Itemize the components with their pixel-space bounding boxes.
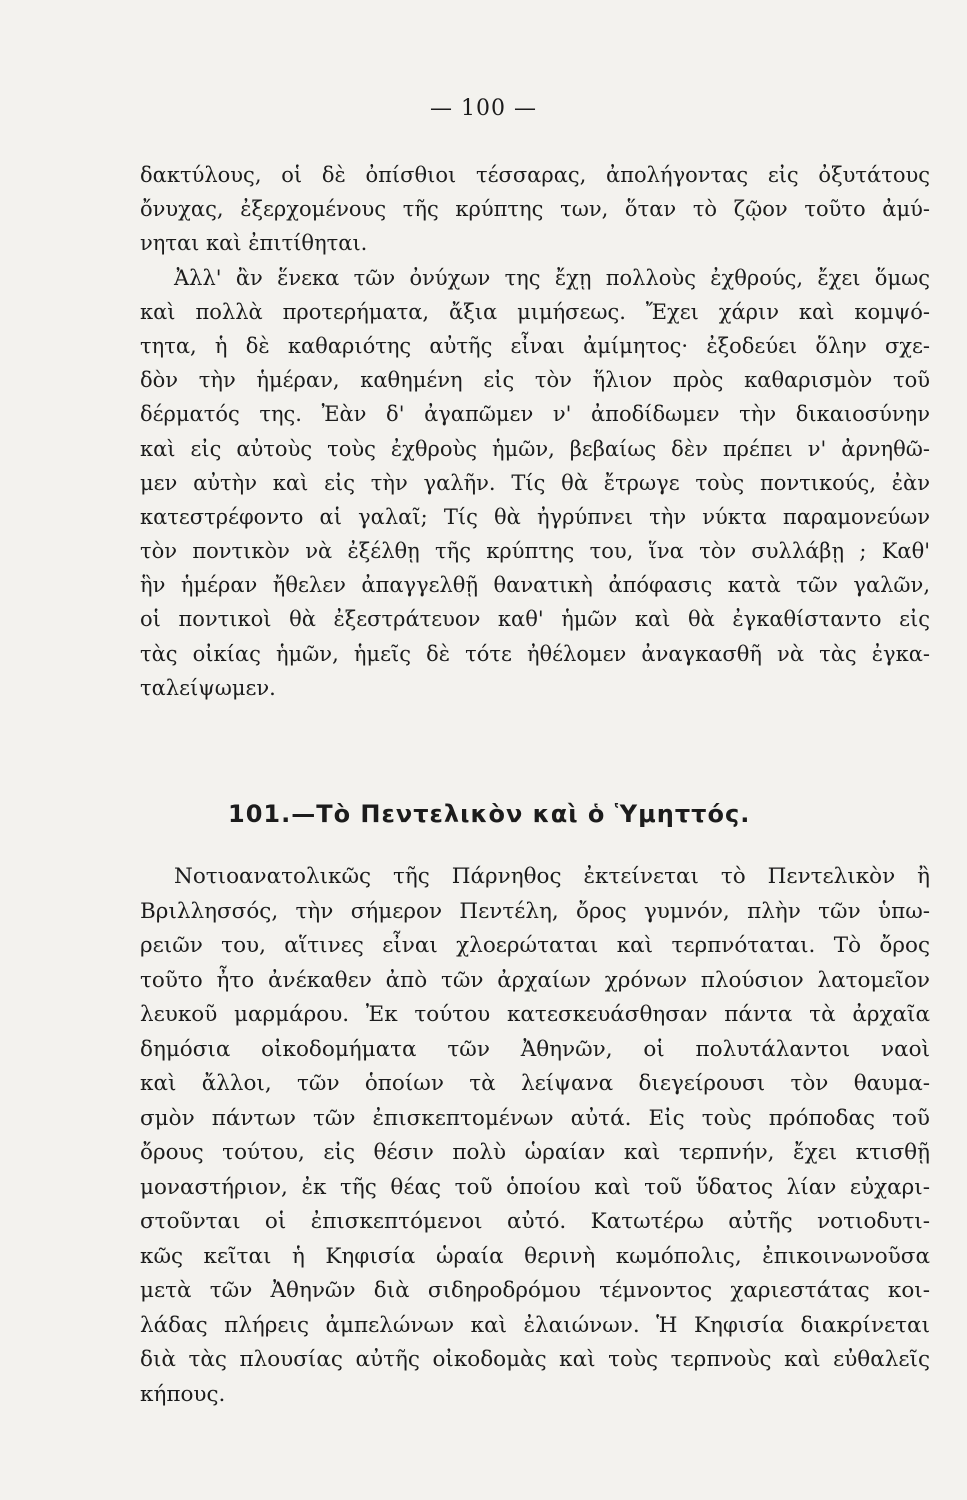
text-line: στοῦνται οἱ ἐπισκεπτόμενοι αὐτό. Κατωτέρω αὐτῆς νοτιοδυτι-	[140, 1209, 930, 1234]
text-line: Ἀλλ' ἂν ἕνεκα τῶν ὀνύχων της ἔχῃ πολλοὺς ἐχθρούς, ἔχει ὅμως	[174, 265, 930, 290]
text-line: Βριλλησσός, τὴν σήμερον Πεντέλη, ὄρος γυμνόν, πλὴν τῶν ὑπω-	[140, 898, 930, 924]
text-line: τὰς οἰκίας ἡμῶν, ἡμεῖς δὲ τότε ἠθέλομεν ἀναγκασθῆ νὰ τὰς ἐγκα-	[140, 641, 930, 666]
text-line: δέρματός της. Ἐὰν δ' ἀγαπῶμεν ν' ἀποδίδωμεν τὴν δικαιοσύνην	[140, 402, 930, 427]
paragraph-1	[140, 158, 930, 261]
text-line: ὄρους τούτου, εἰς θέσιν πολὺ ὡραίαν καὶ τερπνήν, ἔχει κτισθῇ	[140, 1140, 930, 1165]
text-line: τητα, ἡ δὲ καθαριότης αὐτῆς εἶναι ἀμίμητος· ἐξοδεύει ὅλην σχε-	[140, 333, 930, 358]
text-line: σμὸν πάντων τῶν ἐπισκεπτομένων αὐτά. Εἰς τοὺς πρόποδας τοῦ	[140, 1105, 930, 1131]
text-line: τοῦτο ἦτο ἀνέκαθεν ἀπὸ τῶν ἀρχαίων χρόνων πλούσιον λατομεῖον	[140, 967, 930, 993]
text-line: δημόσια οἰκοδομήματα τῶν Ἀθηνῶν, οἱ πολυτάλαντοι ναοὶ	[140, 1036, 930, 1062]
text-line: οἱ ποντικοὶ θὰ ἐξεστράτευον καθ' ἡμῶν καὶ θὰ ἐγκαθίσταντο εἰς	[140, 607, 930, 632]
text-line: μετὰ τῶν Ἀθηνῶν διὰ σιδηροδρόμου τέμνοντος χαριεστάτας κοι-	[140, 1278, 930, 1303]
text-line: ταλείψωμεν.	[140, 675, 276, 700]
text-line: τὸν ποντικὸν νὰ ἐξέλθῃ τῆς κρύπτης του, ἵνα τὸν συλλάβῃ ; Καθ'	[140, 539, 930, 564]
text-line: καὶ εἰς αὐτοὺς τοὺς ἐχθροὺς ἡμῶν, βεβαίως δὲν πρέπει ν' ἀρνηθῶ-	[140, 436, 930, 461]
text-line: λάδας πλήρεις ἀμπελώνων καὶ ἐλαιώνων. Ἡ Κηφισία διακρίνεται	[140, 1312, 930, 1338]
text-line: μεν αὐτὴν καὶ εἰς τὴν γαλῆν. Τίς θὰ ἔτρωγε τοὺς ποντικούς, ἐὰν	[140, 470, 930, 495]
text-line: διὰ τὰς πλουσίας αὐτῆς οἰκοδομὰς καὶ τοὺς τερπνοὺς καὶ εὐθαλεῖς	[140, 1347, 930, 1372]
text-line: καὶ πολλὰ προτερήματα, ἄξια μιμήσεως. Ἔχει χάριν καὶ κομψό-	[140, 299, 930, 324]
text-line: Νοτιοανατολικῶς τῆς Πάρνηθος ἐκτείνεται τὸ Πεντελικὸν ἢ	[174, 864, 930, 889]
paragraph-2	[140, 261, 930, 705]
text-block-upper	[140, 158, 930, 705]
text-line: μοναστήριον, ἐκ τῆς θέας τοῦ ὁποίου καὶ τοῦ ὕδατος λίαν εὐχαρι-	[140, 1174, 930, 1200]
text-line: λευκοῦ μαρμάρου. Ἐκ τούτου κατεσκευάσθησαν πάντα τὰ ἀρχαῖα	[140, 1002, 930, 1027]
text-line: κήπους.	[140, 1381, 226, 1407]
text-line: δακτύλους, οἱ δὲ ὀπίσθιοι τέσσαρας, ἀπολήγοντας εἰς ὀξυτάτους	[140, 163, 930, 187]
text-line: ρειῶν του, αἵτινες εἶναι χλοερώταται καὶ τερπνόταται. Τὸ ὄρος	[140, 933, 930, 958]
text-line: καὶ ἄλλοι, τῶν ὁποίων τὰ λείψανα διεγείρουσι τὸν θαυμα-	[140, 1071, 930, 1096]
paragraph-3	[140, 860, 930, 1412]
text-line: δὸν τὴν ἡμέραν, καθημένη εἰς τὸν ἥλιον πρὸς καθαρισμὸν τοῦ	[140, 368, 930, 393]
text-block-lower	[140, 860, 930, 1412]
text-line: ὄνυχας, ἐξερχομένους τῆς κρύπτης των, ὅταν τὸ ζῷον τοῦτο ἀμύ-	[140, 197, 930, 222]
text-line: κῶς κεῖται ἡ Κηφισία ὡραία θερινὴ κωμόπολις, ἐπικοινωνοῦσα	[140, 1243, 930, 1269]
text-line: ἣν ἡμέραν ἤθελεν ἀπαγγελθῇ θανατικὴ ἀπόφασις κατὰ τῶν γαλῶν,	[140, 573, 930, 598]
text-line: νηται καὶ ἐπιτίθηται.	[140, 231, 368, 256]
section-heading: 101.—Τὸ Πεντελικὸν καὶ ὁ Ὑμηττός.	[228, 800, 751, 828]
page-number: — 100 —	[430, 96, 537, 121]
text-line: κατεστρέφοντο αἱ γαλαῖ; Τίς θὰ ἠγρύπνει τὴν νύκτα παραμονεύων	[140, 504, 930, 529]
